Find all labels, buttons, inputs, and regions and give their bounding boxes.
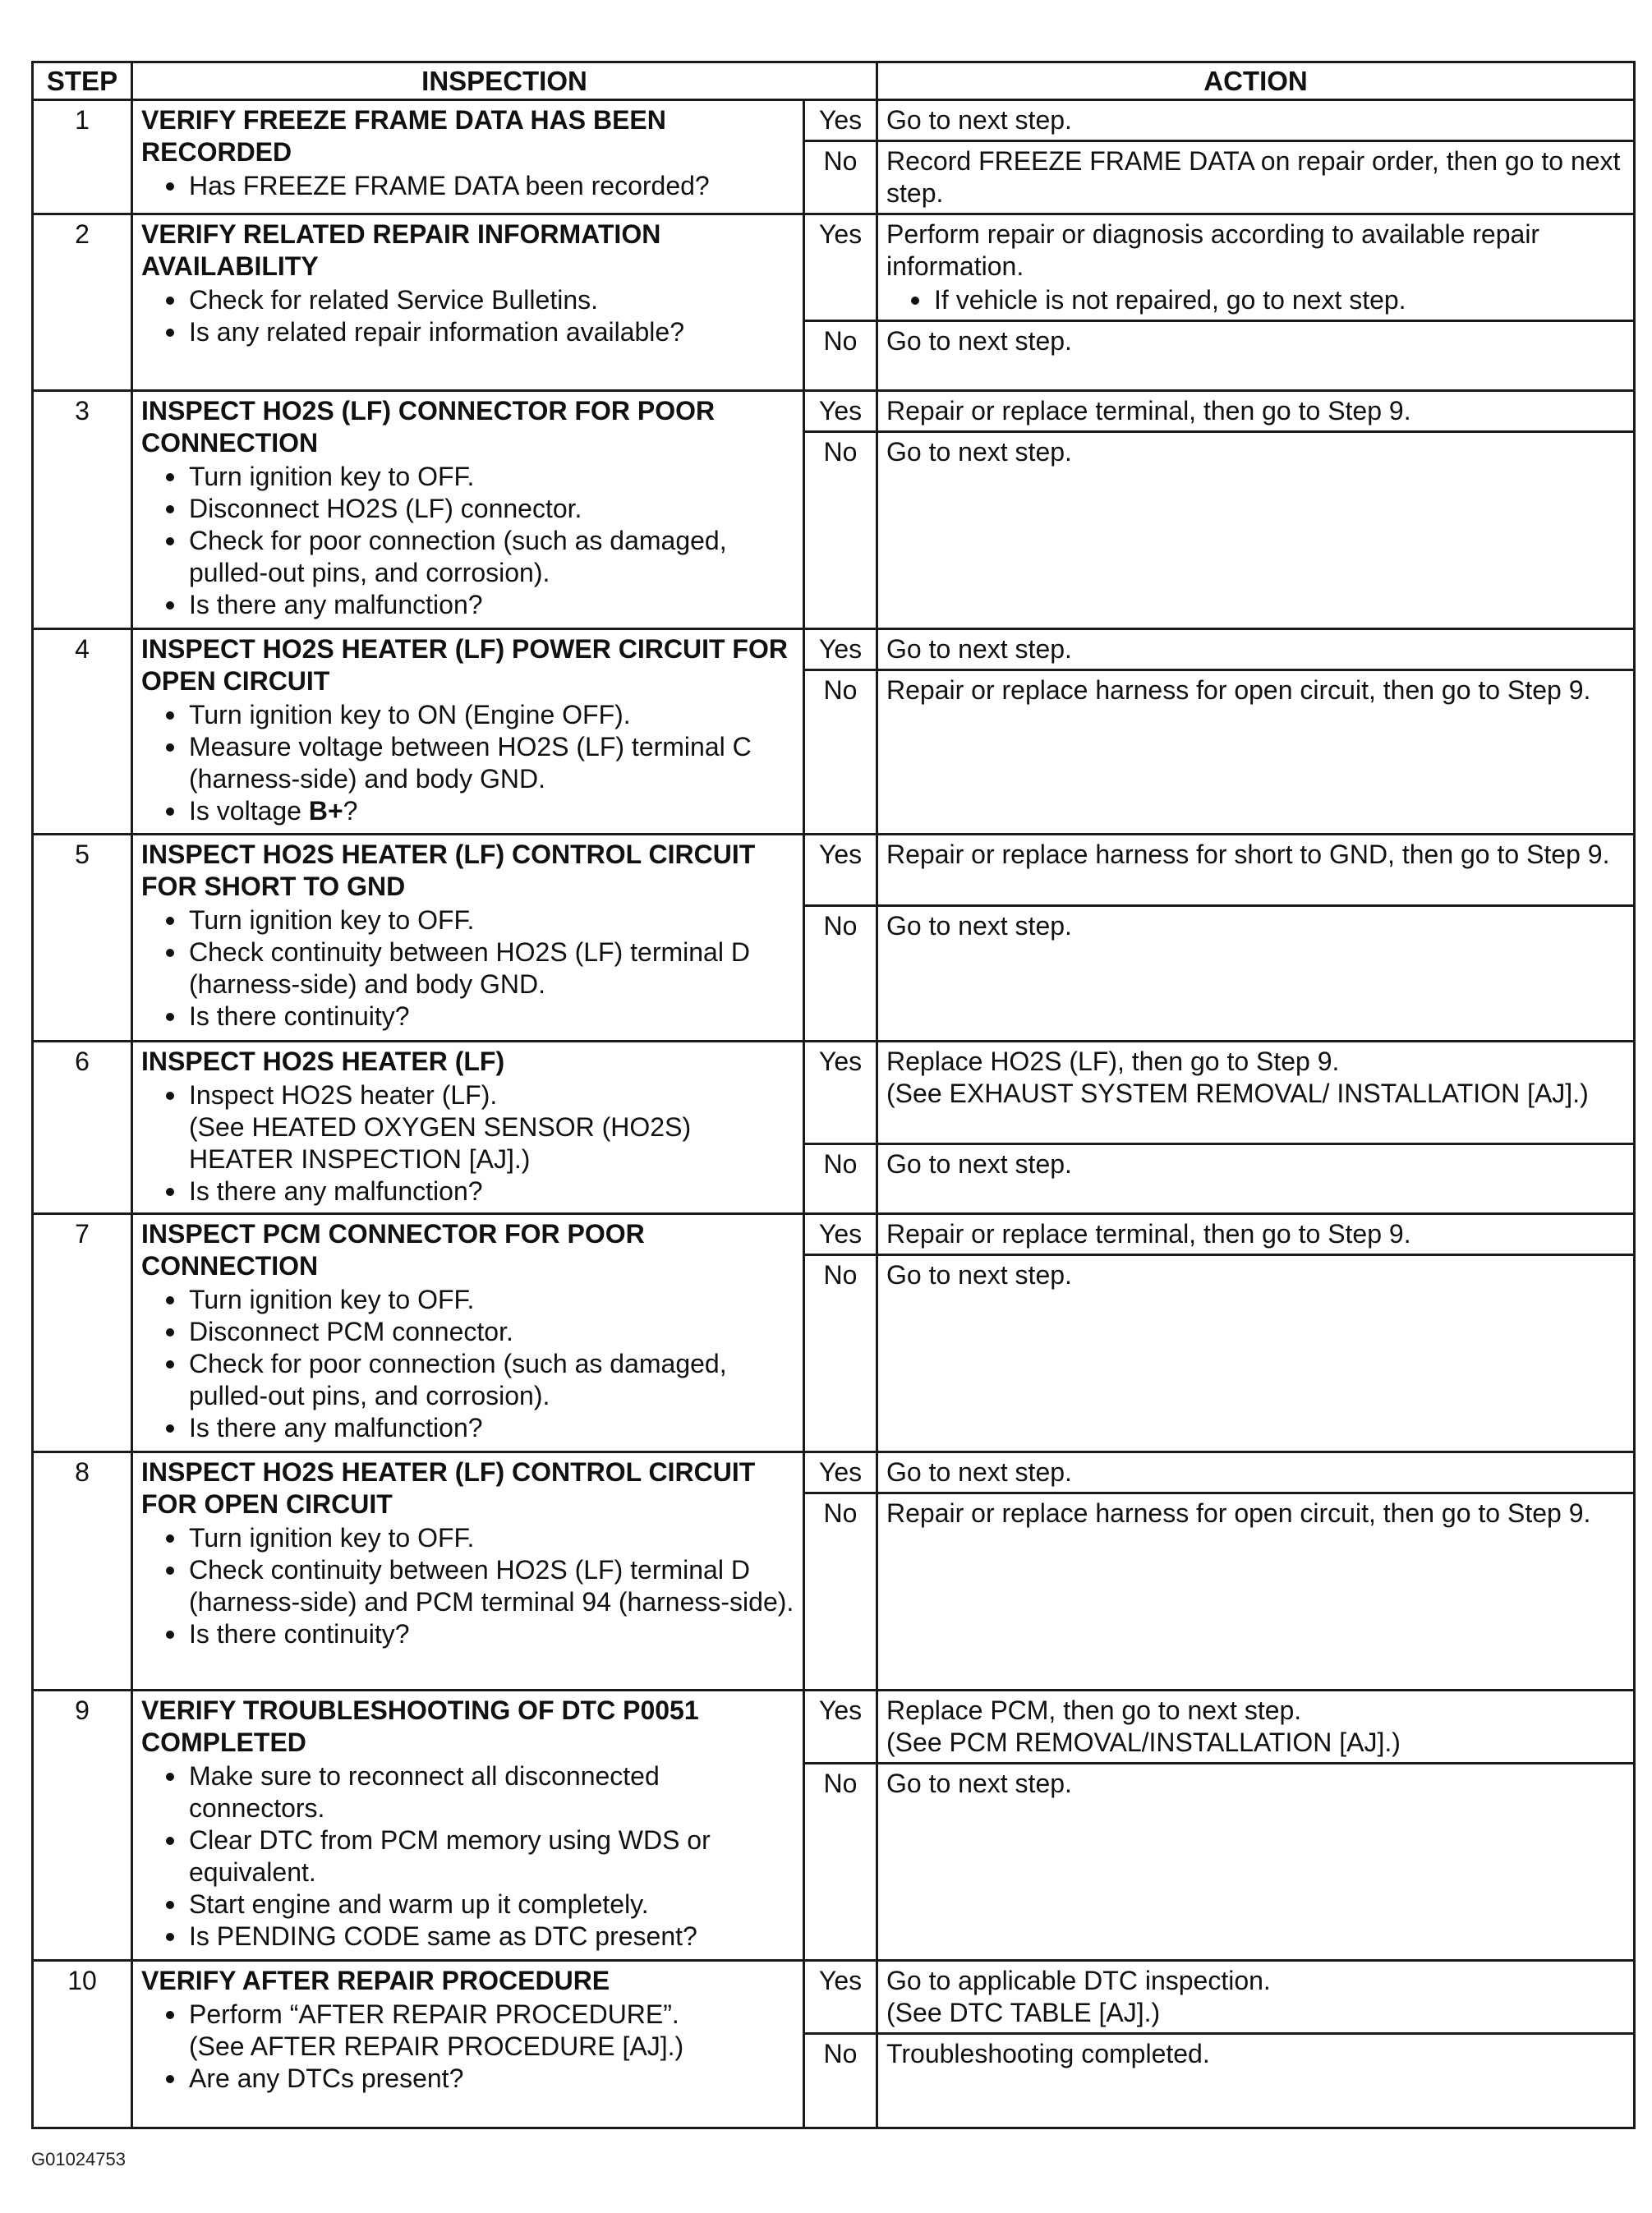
yes-action: Repair or replace terminal, then go to Step 9. — [877, 391, 1635, 432]
table-header-row — [33, 62, 1635, 100]
no-action: Repair or replace harness for open circuit, then go to Step 9. — [877, 670, 1635, 835]
header-step: STEP — [33, 62, 132, 100]
list-item: Turn ignition key to OFF. — [166, 904, 794, 936]
table-row — [33, 100, 1635, 141]
list-item — [166, 795, 794, 827]
yes-label: Yes — [804, 629, 877, 670]
step-number: 1 — [33, 100, 132, 214]
figure-id: G01024753 — [31, 2149, 126, 2169]
inspection-cell — [132, 835, 804, 1042]
yes-action: Repair or replace harness for short to GND, then go to Step 9. — [877, 835, 1635, 906]
list-item: Turn ignition key to ON (Engine OFF). — [166, 699, 794, 731]
step-number: 10 — [33, 1961, 132, 2128]
no-action: Troubleshooting completed. — [877, 2034, 1635, 2128]
inspection-title: VERIFY AFTER REPAIR PROCEDURE — [141, 1966, 610, 1995]
yes-label: Yes — [804, 1042, 877, 1144]
yes-label: Yes — [804, 1961, 877, 2034]
yes-label: Yes — [804, 100, 877, 141]
table-row — [33, 629, 1635, 670]
inspection-cell — [132, 1214, 804, 1452]
list-item: Disconnect HO2S (LF) connector. — [166, 493, 794, 525]
inspection-bullets — [141, 1760, 794, 1953]
list-item: Is PENDING CODE same as DTC present? — [166, 1921, 794, 1953]
list-item: Start engine and warm up it completely. — [166, 1889, 794, 1921]
list-item: Clear DTC from PCM memory using WDS or equivalent. — [166, 1824, 794, 1889]
yes-label: Yes — [804, 835, 877, 906]
list-item: Disconnect PCM connector. — [166, 1316, 794, 1348]
no-label: No — [804, 1493, 877, 1691]
list-item: Is any related repair information available? — [166, 316, 794, 348]
list-item: If vehicle is not repaired, go to next step. — [911, 284, 1625, 316]
list-item: Is there continuity? — [166, 1001, 794, 1033]
voltage-value: B+ — [308, 796, 343, 826]
reference-note: (See PCM REMOVAL/INSTALLATION [AJ].) — [886, 1728, 1401, 1757]
list-item: Check for poor connection (such as damaged, pulled-out pins, and corrosion). — [166, 525, 794, 589]
no-label: No — [804, 2034, 877, 2128]
inspection-cell — [132, 100, 804, 214]
list-item: Check continuity between HO2S (LF) terminal D (harness-side) and PCM terminal 94 (harness-side). — [166, 1554, 794, 1618]
step-number: 3 — [33, 391, 132, 629]
no-label: No — [804, 1144, 877, 1214]
inspection-bullets — [141, 284, 794, 348]
step-number: 4 — [33, 629, 132, 835]
table-row — [33, 214, 1635, 321]
no-action: Go to next step. — [877, 1255, 1635, 1452]
list-item: Check for poor connection (such as damaged, pulled-out pins, and corrosion). — [166, 1348, 794, 1412]
step-number: 2 — [33, 214, 132, 391]
list-item: Is there continuity? — [166, 1618, 794, 1650]
inspection-title: INSPECT HO2S HEATER (LF) CONTROL CIRCUIT FOR OPEN CIRCUIT — [141, 1457, 756, 1519]
inspection-bullets — [141, 699, 794, 827]
step-number: 7 — [33, 1214, 132, 1452]
yes-action: Repair or replace terminal, then go to Step 9. — [877, 1214, 1635, 1255]
yes-label: Yes — [804, 1691, 877, 1764]
table-row — [33, 1042, 1635, 1144]
inspection-cell — [132, 391, 804, 629]
yes-action: Go to applicable DTC inspection. — [886, 1966, 1271, 1995]
table-row — [33, 1214, 1635, 1255]
table-row — [33, 835, 1635, 906]
yes-action-cell — [877, 1042, 1635, 1144]
header-inspection: INSPECTION — [132, 62, 877, 100]
inspection-title: INSPECT HO2S HEATER (LF) — [141, 1047, 505, 1076]
no-action: Repair or replace harness for open circuit, then go to Step 9. — [877, 1493, 1635, 1691]
list-item: Is there any malfunction? — [166, 1176, 794, 1208]
inspection-bullets — [141, 461, 794, 621]
no-action: Record FREEZE FRAME DATA on repair order, then go to next step. — [877, 141, 1635, 214]
reference-note: (See DTC TABLE [AJ].) — [886, 1998, 1161, 2027]
list-item: Check continuity between HO2S (LF) terminal D (harness-side) and body GND. — [166, 936, 794, 1001]
no-action: Go to next step. — [877, 1144, 1635, 1214]
yes-action-bullets — [886, 284, 1625, 316]
no-label: No — [804, 670, 877, 835]
list-item: Measure voltage between HO2S (LF) terminal C (harness-side) and body GND. — [166, 731, 794, 795]
header-action: ACTION — [877, 62, 1635, 100]
bullet-text: Inspect HO2S heater (LF). — [189, 1080, 498, 1110]
inspection-cell — [132, 1042, 804, 1214]
bullet-text: Is voltage — [189, 796, 309, 826]
inspection-bullets — [141, 1999, 794, 2095]
step-number: 8 — [33, 1452, 132, 1691]
bullet-text: Perform “AFTER REPAIR PROCEDURE”. — [189, 1999, 679, 2029]
yes-label: Yes — [804, 1452, 877, 1493]
no-label: No — [804, 906, 877, 1042]
yes-action: Go to next step. — [877, 1452, 1635, 1493]
no-label: No — [804, 321, 877, 391]
inspection-bullets — [141, 904, 794, 1033]
yes-action-cell — [877, 214, 1635, 321]
bullet-text: ? — [343, 796, 358, 826]
yes-action-cell — [877, 1691, 1635, 1764]
inspection-bullets — [141, 170, 794, 202]
inspection-title: VERIFY TROUBLESHOOTING OF DTC P0051 COMPLETED — [141, 1695, 699, 1757]
inspection-title: VERIFY FREEZE FRAME DATA HAS BEEN RECORDED — [141, 105, 666, 167]
inspection-title: INSPECT HO2S HEATER (LF) CONTROL CIRCUIT FOR SHORT TO GND — [141, 840, 756, 901]
inspection-cell — [132, 629, 804, 835]
list-item: Turn ignition key to OFF. — [166, 1522, 794, 1554]
list-item: Make sure to reconnect all disconnected connectors. — [166, 1760, 794, 1824]
inspection-cell — [132, 214, 804, 391]
inspection-title: INSPECT PCM CONNECTOR FOR POOR CONNECTION — [141, 1219, 645, 1281]
yes-action: Replace HO2S (LF), then go to Step 9. — [886, 1047, 1340, 1076]
step-number: 6 — [33, 1042, 132, 1214]
diagnostic-procedure-table — [31, 61, 1636, 2129]
reference-note: (See EXHAUST SYSTEM REMOVAL/ INSTALLATION [AJ].) — [886, 1079, 1589, 1108]
no-action: Go to next step. — [877, 1764, 1635, 1961]
inspection-cell — [132, 1961, 804, 2128]
list-item: Check for related Service Bulletins. — [166, 284, 794, 316]
yes-action: Go to next step. — [877, 100, 1635, 141]
inspection-bullets — [141, 1522, 794, 1650]
yes-action-cell — [877, 1961, 1635, 2034]
inspection-bullets — [141, 1284, 794, 1444]
no-action: Go to next step. — [877, 321, 1635, 391]
step-number: 9 — [33, 1691, 132, 1961]
yes-action: Perform repair or diagnosis according to available repair information. — [886, 219, 1540, 281]
inspection-title: INSPECT HO2S (LF) CONNECTOR FOR POOR CONNECTION — [141, 396, 716, 458]
reference-note: (See AFTER REPAIR PROCEDURE [AJ].) — [189, 2031, 684, 2061]
yes-action: Replace PCM, then go to next step. — [886, 1695, 1302, 1725]
yes-label: Yes — [804, 391, 877, 432]
no-label: No — [804, 1255, 877, 1452]
table-row — [33, 1961, 1635, 2034]
list-item: Is there any malfunction? — [166, 1412, 794, 1444]
yes-action: Go to next step. — [877, 629, 1635, 670]
yes-label: Yes — [804, 214, 877, 321]
no-action: Go to next step. — [877, 432, 1635, 629]
inspection-title: VERIFY RELATED REPAIR INFORMATION AVAILABILITY — [141, 219, 661, 281]
table-row — [33, 1691, 1635, 1764]
list-item — [166, 1079, 794, 1176]
list-item: Turn ignition key to OFF. — [166, 1284, 794, 1316]
list-item — [166, 1999, 794, 2063]
no-label: No — [804, 432, 877, 629]
list-item: Turn ignition key to OFF. — [166, 461, 794, 493]
inspection-bullets — [141, 1079, 794, 1208]
list-item: Is there any malfunction? — [166, 589, 794, 621]
list-item: Are any DTCs present? — [166, 2063, 794, 2095]
no-label: No — [804, 141, 877, 214]
table-row — [33, 1452, 1635, 1493]
inspection-title: INSPECT HO2S HEATER (LF) POWER CIRCUIT FOR OPEN CIRCUIT — [141, 634, 788, 696]
no-label: No — [804, 1764, 877, 1961]
no-action: Go to next step. — [877, 906, 1635, 1042]
list-item: Has FREEZE FRAME DATA been recorded? — [166, 170, 794, 202]
inspection-cell — [132, 1691, 804, 1961]
yes-label: Yes — [804, 1214, 877, 1255]
reference-note: (See HEATED OXYGEN SENSOR (HO2S) HEATER INSPECTION [AJ].) — [189, 1112, 692, 1174]
table-row — [33, 391, 1635, 432]
step-number: 5 — [33, 835, 132, 1042]
inspection-cell — [132, 1452, 804, 1691]
